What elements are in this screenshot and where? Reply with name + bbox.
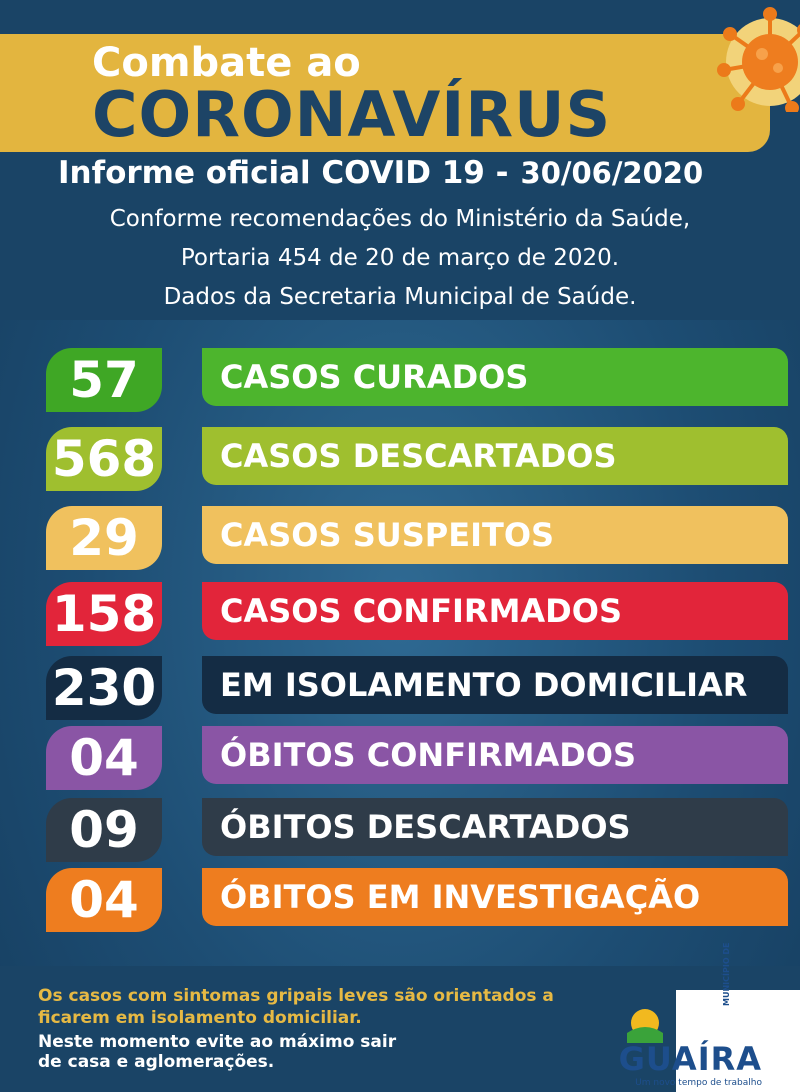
logo-small-text: MUNICÍPIO DE (722, 942, 731, 1006)
note-line-2: Portaria 454 de 20 de março de 2020. (180, 245, 620, 271)
stat-row-obitos-descartados (0, 798, 800, 862)
note-line-1: Conforme recomendações do Ministério da Saúde, (109, 206, 691, 232)
stat-label: CASOS DESCARTADOS (220, 437, 617, 475)
logo-slogan: Um novo tempo de trabalho (635, 1078, 762, 1088)
title-line-1: Combate ao (92, 40, 361, 86)
stat-label-bar (202, 656, 788, 714)
report-heading (58, 155, 703, 191)
stat-label: CASOS SUSPEITOS (220, 516, 555, 554)
stat-label-bar (202, 348, 788, 406)
title-line-2: CORONAVÍRUS (92, 78, 612, 151)
stat-row-casos-suspeitos (0, 506, 800, 570)
stat-label: CASOS CURADOS (220, 358, 529, 396)
stat-label: ÓBITOS EM INVESTIGAÇÃO (220, 878, 701, 916)
stat-value: 29 (46, 506, 162, 570)
stat-label-bar (202, 868, 788, 926)
stat-value: 158 (46, 582, 162, 646)
stat-row-obitos-confirmados (0, 726, 800, 790)
stat-value: 04 (46, 726, 162, 790)
sun-logo-icon (625, 1003, 665, 1043)
stat-value: 230 (46, 656, 162, 720)
stat-value: 57 (46, 348, 162, 412)
stat-row-obitos-investigacao (0, 868, 800, 932)
footer-warning: Neste momento evite ao máximo sair de casa e aglomerações. (38, 1032, 397, 1072)
stat-label-bar (202, 427, 788, 485)
stat-row-casos-confirmados (0, 582, 800, 646)
stat-label-bar (202, 582, 788, 640)
stat-row-casos-descartados (0, 427, 800, 491)
stat-label-bar (202, 506, 788, 564)
stat-value: 04 (46, 868, 162, 932)
stat-value: 09 (46, 798, 162, 862)
report-date: 30/06/2020 (520, 156, 704, 190)
stat-value: 568 (46, 427, 162, 491)
coronavirus-icon (712, 4, 800, 112)
stat-label-bar (202, 726, 788, 784)
stat-label: EM ISOLAMENTO DOMICILIAR (220, 666, 748, 704)
footer-guidance: Os casos com sintomas gripais leves são orientados a ficarem em isolamento domiciliar. (38, 986, 554, 1028)
stat-label: ÓBITOS DESCARTADOS (220, 808, 631, 846)
stat-row-isolamento-domiciliar (0, 656, 800, 720)
note-line-3: Dados da Secretaria Municipal de Saúde. (163, 284, 637, 310)
stat-label-bar (202, 798, 788, 856)
report-label: Informe oficial COVID 19 - (58, 155, 509, 191)
stat-row-casos-curados (0, 348, 800, 412)
stat-label: CASOS CONFIRMADOS (220, 592, 622, 630)
logo-name: GUAÍRA (618, 1040, 762, 1078)
stat-label: ÓBITOS CONFIRMADOS (220, 736, 637, 774)
